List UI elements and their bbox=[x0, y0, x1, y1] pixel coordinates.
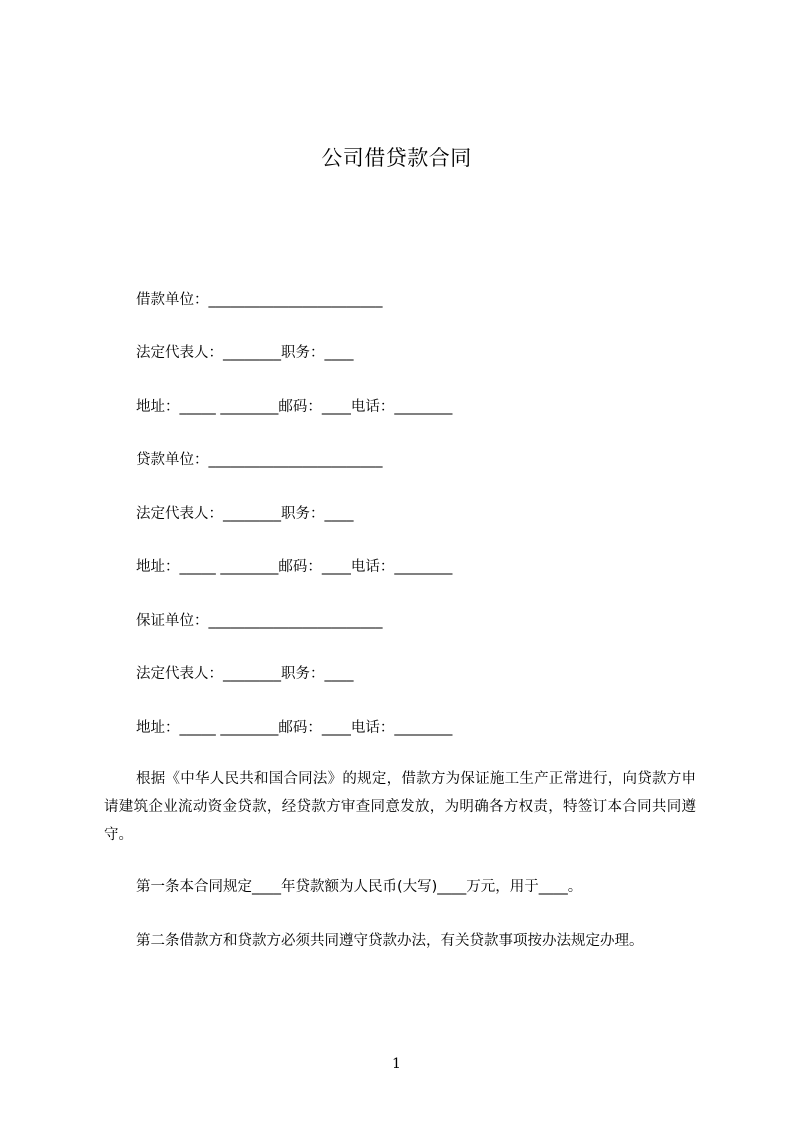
lender-unit-line: 贷款单位：________________________ bbox=[136, 452, 383, 468]
article-2: 第二条借款方和贷款方必须共同遵守贷款办法，有关贷款事项按办法规定办理。 bbox=[136, 933, 644, 949]
guarantor-address-line: 地址：_____ ________邮码：____电话：________ bbox=[136, 720, 453, 736]
page-number: 1 bbox=[392, 1056, 401, 1072]
preamble-paragraph: 根据《中华人民共和国合同法》的规定，借款方为保证施工生产正常进行，向贷款方申请建筑企业流动资金贷款，经贷款方审查同意发放，为明确各方权责，特签订本合同共同遵守。 bbox=[104, 771, 696, 843]
document-title: 公司借贷款合同 bbox=[321, 146, 472, 170]
guarantor-representative-line: 法定代表人：________职务：____ bbox=[136, 666, 354, 682]
guarantor-unit-line: 保证单位：________________________ bbox=[136, 613, 383, 629]
borrower-address-line: 地址：_____ ________邮码：____电话：________ bbox=[136, 399, 453, 415]
lender-address-line: 地址：_____ ________邮码：____电话：________ bbox=[136, 559, 453, 575]
borrower-representative-line: 法定代表人：________职务：____ bbox=[136, 345, 354, 361]
borrower-unit-line: 借款单位：________________________ bbox=[136, 292, 383, 308]
article-1: 第一条本合同规定____年贷款额为人民币(大写)____万元，用于____。 bbox=[136, 879, 583, 895]
lender-representative-line: 法定代表人：________职务：____ bbox=[136, 506, 354, 522]
